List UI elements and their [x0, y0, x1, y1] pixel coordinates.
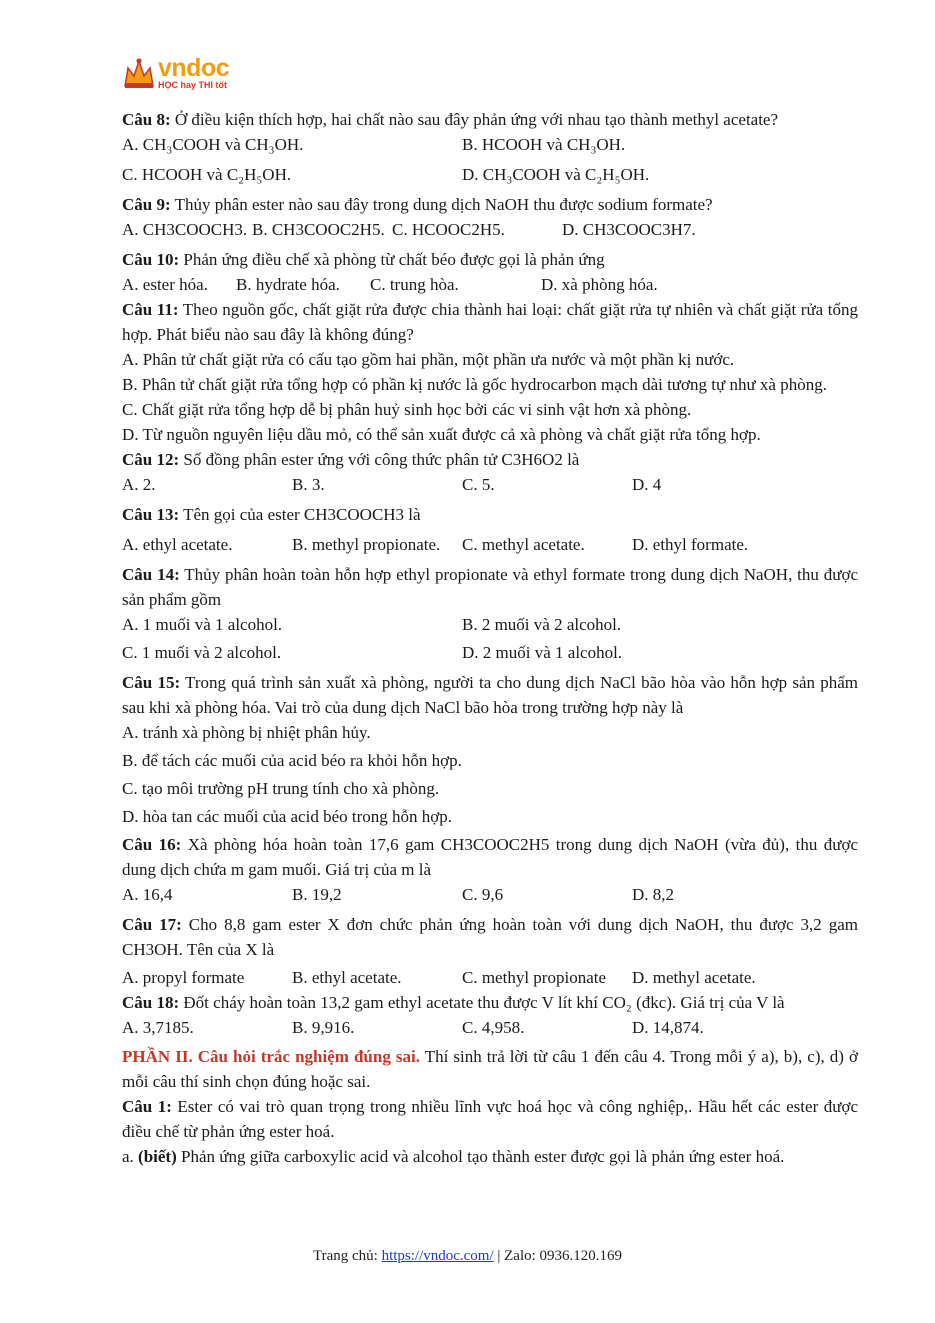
answer-a: A. tránh xà phòng bị nhiệt phân hủy.: [122, 723, 371, 742]
answer-a: A. 3,7185.: [122, 1018, 194, 1037]
question-text: Tên gọi của ester CH3COOCH3 là: [179, 505, 421, 524]
part-2-title: PHẦN II. Câu hỏi trắc nghiệm đúng sai.: [122, 1047, 420, 1066]
answer-d: D. xà phòng hóa.: [541, 275, 658, 294]
part-2-header: [122, 1044, 858, 1094]
answer-d: D. ethyl formate.: [632, 535, 749, 554]
answer-a: A. 16,4: [122, 885, 173, 904]
answer-c: C. 1 muối và 2 alcohol.: [122, 643, 282, 662]
item-prefix: a.: [122, 1147, 139, 1166]
answer-row: [122, 1015, 858, 1040]
answer-row: [122, 532, 858, 557]
answer-a: A. CH3COOCH3.: [122, 220, 248, 239]
footer-contact: | Zalo: 0936.120.169: [493, 1248, 623, 1264]
answer-b: B. Phân tử chất giặt rửa tổng hợp có phần kị nước là gốc hydrocarbon mạch dài tương tự như xà phòng.: [122, 375, 827, 394]
answer-d: D. 8,2: [632, 885, 675, 904]
answer-row: [122, 965, 858, 990]
question-text: Phản ứng điều chế xà phòng từ chất béo được gọi là phản ứng: [179, 250, 605, 269]
answer-c: C. 9,6: [462, 885, 504, 904]
question-text: Cho 8,8 gam ester X đơn chức phản ứng hoàn toàn với dung dịch NaOH, thu được 3,2 gam CH3OH. Tên của X là: [122, 915, 858, 959]
question-13: [122, 502, 858, 527]
question-17: [122, 912, 858, 962]
question-label: Câu 17:: [122, 915, 182, 934]
vndoc-logo[interactable]: [122, 54, 252, 96]
question-text: Trong quá trình sản xuất xà phòng, người ta cho dung dịch NaCl bão hòa vào hỗn hợp sản phẩm sau khi xà phòng hóa. Vai trò của dung dịch NaCl bão hòa trong trường hợp này là: [122, 673, 858, 717]
answer-row: [122, 217, 858, 242]
answer-d: D. CH₃COOH và C₂H₅OH.: [462, 165, 650, 184]
question-16: [122, 832, 858, 882]
question-label: Câu 10:: [122, 250, 180, 269]
answer-c: C. HCOOC2H5.: [392, 220, 505, 239]
answer-b: B. hydrate hóa.: [236, 275, 340, 294]
homepage-link[interactable]: https://vndoc.com/: [381, 1248, 494, 1264]
question-label: Câu 14:: [122, 565, 180, 584]
answer-row: [122, 472, 858, 497]
question-label: Câu 18:: [122, 993, 180, 1012]
answer-d: D. methyl acetate.: [632, 968, 756, 987]
question-text: Số đồng phân ester ứng với công thức phân tử C3H6O2 là: [179, 450, 580, 469]
answer-b: B. ethyl acetate.: [292, 968, 402, 987]
answer-a: A. 1 muối và 1 alcohol.: [122, 615, 283, 634]
answer-a: A. propyl formate: [122, 968, 245, 987]
answer-d: D. 4: [632, 475, 662, 494]
answer-a: A. CH₃COOH và CH₃OH.: [122, 135, 304, 154]
answer-a: A. Phân tử chất giặt rửa có cấu tạo gồm hai phần, một phần ưa nước và một phần kị nước.: [122, 350, 735, 369]
question-text: Ester có vai trò quan trọng trong nhiều lĩnh vực hoá học và công nghiệp,. Hầu hết các ester được điều chế từ phản ứng ester hoá.: [122, 1097, 858, 1141]
answer-b: B. CH3COOC2H5.: [252, 220, 385, 239]
question-label: Câu 16:: [122, 835, 182, 854]
answer-c: C. 4,958.: [462, 1018, 525, 1037]
answer-row: [122, 132, 858, 157]
footer-prefix: Trang chủ:: [312, 1248, 382, 1264]
answer-b: B. 2 muối và 2 alcohol.: [462, 615, 622, 634]
question-label: Câu 9:: [122, 195, 171, 214]
part-2-question-1: [122, 1094, 858, 1144]
answer-row: [122, 612, 858, 637]
answer-d: D. hòa tan các muối của acid béo trong hỗn hợp.: [122, 807, 452, 826]
item-text: Phản ứng giữa carboxylic acid và alcohol tạo thành ester được gọi là phản ứng ester hoá.: [176, 1147, 785, 1166]
answer-c: C. Chất giặt rửa tổng hợp dễ bị phân huỷ sinh học bởi các vi sinh vật hơn xà phòng.: [122, 400, 692, 419]
answer-row: [122, 272, 858, 297]
question-label: Câu 11:: [122, 300, 179, 319]
answer-b: B. methyl propionate.: [292, 535, 441, 554]
answer-c: C. HCOOH và C₂H₅OH.: [122, 165, 292, 184]
answer-b: B. HCOOH và CH₃OH.: [462, 135, 626, 154]
answer-b: B. 3.: [292, 475, 325, 494]
answer-a: A. 2.: [122, 475, 156, 494]
question-8: [122, 107, 858, 132]
question-text: Theo nguồn gốc, chất giặt rửa được chia thành hai loại: chất giặt rửa tự nhiên và chất giặt rửa tổng hợp. Phát biểu nào sau đây là không đúng?: [122, 300, 858, 344]
question-11: [122, 297, 858, 347]
part-2-instructions: Thí sinh trả lời từ câu 1 đến câu 4. Trong mỗi ý a), b), c), d) ở mỗi câu thí sinh chọn đúng hoặc sai.: [122, 1047, 858, 1091]
question-label: Câu 13:: [122, 505, 180, 524]
answer-row: [122, 882, 858, 907]
question-9: [122, 192, 858, 217]
question-text: Ở điều kiện thích hợp, hai chất nào sau đây phản ứng với nhau tạo thành methyl acetate?: [170, 110, 779, 129]
item-level: (biết): [138, 1147, 177, 1166]
answer-b: B. 19,2: [292, 885, 342, 904]
answer-d: D. 2 muối và 1 alcohol.: [462, 643, 623, 662]
question-14: [122, 562, 858, 612]
answer-d: D. 14,874.: [632, 1018, 704, 1037]
answer-c: C. tạo môi trường pH trung tính cho xà phòng.: [122, 779, 440, 798]
answer-a: A. ethyl acetate.: [122, 535, 233, 554]
answer-c: C. trung hòa.: [370, 275, 459, 294]
answer-c: C. methyl acetate.: [462, 535, 585, 554]
answer-row: [122, 640, 858, 665]
answer-b: B. 9,916.: [292, 1018, 355, 1037]
answer-c: C. 5.: [462, 475, 495, 494]
question-label: Câu 15:: [122, 673, 181, 692]
page-footer: [0, 1248, 935, 1265]
answer-c: C. methyl propionate: [462, 968, 607, 987]
logo-tagline: HỌC hay THI tốt: [158, 80, 227, 90]
part-2-question-1-item-a: [122, 1144, 858, 1169]
answer-row: [122, 162, 858, 187]
question-18: [122, 990, 858, 1015]
question-label: Câu 1:: [122, 1097, 172, 1116]
answer-d: D. Từ nguồn nguyên liệu dầu mỏ, có thể sản xuất được cả xà phòng và chất giặt rửa tổng hợp.: [122, 425, 761, 444]
answer-b: B. để tách các muối của acid béo ra khỏi hỗn hợp.: [122, 751, 462, 770]
question-text: Thủy phân hoàn toàn hỗn hợp ethyl propionate và ethyl formate trong dung dịch NaOH, thu được sản phẩm gồm: [122, 565, 858, 609]
exam-content: [122, 107, 858, 1169]
crown-logo-icon: [122, 56, 156, 90]
question-15: [122, 670, 858, 720]
answer-a: A. ester hóa.: [122, 275, 208, 294]
answer-d: D. CH3COOC3H7.: [562, 220, 696, 239]
logo-brand: vndoc: [158, 54, 230, 82]
question-label: Câu 12:: [122, 450, 180, 469]
question-12: [122, 447, 858, 472]
question-10: [122, 247, 858, 272]
question-text: Xà phòng hóa hoàn toàn 17,6 gam CH3COOC2H5 trong dung dịch NaOH (vừa đủ), thu được dung dịch chứa m gam muối. Giá trị của m là: [122, 835, 858, 879]
question-text: Thủy phân ester nào sau đây trong dung dịch NaOH thu được sodium formate?: [170, 195, 713, 214]
question-text: Đốt cháy hoàn toàn 13,2 gam ethyl acetate thu được V lít khí CO₂ (đkc). Giá trị của V là: [179, 993, 785, 1012]
question-label: Câu 8:: [122, 110, 171, 129]
